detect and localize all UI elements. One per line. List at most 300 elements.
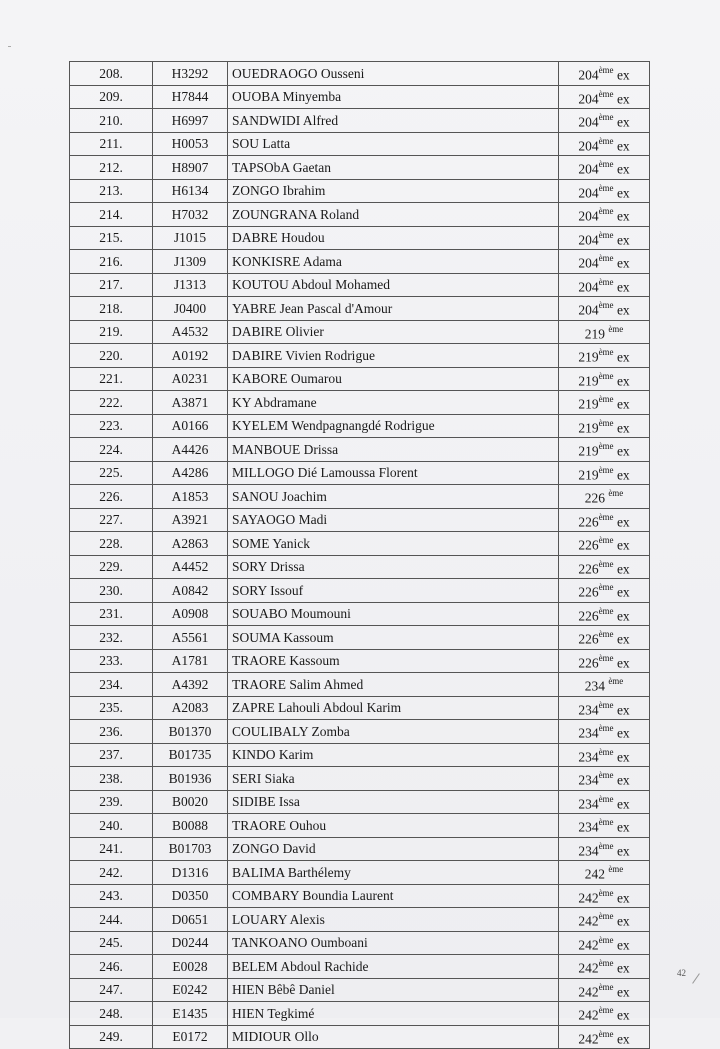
rank-value: 226 [578,608,599,623]
rank-value: 226 [578,561,599,576]
rank-suffix-ordinal: ème [598,182,614,193]
table-row [70,720,650,744]
rank-value: 219 [584,326,609,341]
matricule: J1313 [153,273,228,297]
rank-suffix-ordinal: ème [598,276,614,287]
matricule: A1853 [153,485,228,509]
full-name: SANOU Joachim [228,485,559,509]
table-row [70,109,650,133]
rank-cell [559,132,650,156]
rank-value: 219 [578,373,599,388]
rank-value: 204 [578,208,599,224]
matricule: A3871 [153,391,228,415]
matricule: H6997 [153,109,228,133]
table-row [70,320,650,344]
row-number: 211. [70,132,153,156]
rank-cell [559,1002,650,1026]
row-number: 209. [70,85,153,109]
table-row [70,156,650,180]
rank-ex-aequo: ex [613,114,630,130]
row-number: 245. [70,931,153,955]
rank-suffix-ordinal: ème [598,464,614,475]
rank-cell [559,673,650,697]
table-row [70,978,650,1002]
rank-suffix-ordinal: ème [608,488,624,498]
rank-ex-aequo: ex [613,420,630,435]
matricule: A0166 [153,414,228,438]
rank-ex-aequo: ex [613,185,630,200]
table-row [70,85,650,109]
table-row [70,602,650,626]
rank-suffix-ordinal: ème [598,981,614,992]
rank-ex-aequo: ex [613,232,630,247]
row-number: 232. [70,626,153,650]
full-name: TAPSObA Gaetan [228,156,559,180]
table-row [70,367,650,391]
rank-cell [559,602,650,626]
rank-suffix-ordinal: ème [598,253,614,263]
table-row [70,250,650,274]
rank-cell [559,109,650,133]
matricule: A0231 [153,367,228,391]
rank-value: 219 [578,420,599,435]
rank-cell [559,767,650,791]
rank-suffix-ordinal: ème [598,441,614,451]
rank-ex-aequo: ex [613,960,630,976]
matricule: D0244 [153,931,228,955]
rank-ex-aequo: ex [613,819,630,835]
table-row [70,132,650,156]
rank-ex-aequo: ex [613,208,630,224]
rank-cell [559,273,650,297]
rank-suffix-ordinal: ème [598,629,614,639]
rank-cell [559,579,650,603]
row-number: 215. [70,226,153,250]
rank-cell [559,555,650,579]
rank-ex-aequo: ex [613,984,630,999]
rank-ex-aequo: ex [613,467,630,482]
table-row [70,1002,650,1026]
row-number: 249. [70,1025,153,1049]
rank-suffix-ordinal: ème [598,1028,614,1039]
rank-cell [559,931,650,955]
rank-value: 242 [578,1031,599,1046]
full-name: SOUABO Moumouni [228,602,559,626]
rank-suffix-ordinal: ème [598,511,614,522]
table-row [70,461,650,485]
rank-ex-aequo: ex [613,302,630,318]
rank-value: 204 [578,185,599,200]
full-name: ZOUNGRANA Roland [228,203,559,227]
rank-suffix-ordinal: ème [598,911,614,921]
full-name: ZONGO David [228,837,559,861]
table-row [70,1025,650,1049]
full-name: KOUTOU Abdoul Mohamed [228,273,559,297]
rank-cell [559,743,650,767]
rank-ex-aequo: ex [613,255,630,271]
rank-suffix-ordinal: ème [598,746,614,757]
rank-value: 226 [578,537,599,553]
row-number: 229. [70,555,153,579]
full-name: DABIRE Vivien Rodrigue [228,344,559,368]
rank-ex-aequo: ex [613,349,630,365]
row-number: 221. [70,367,153,391]
matricule: H3292 [153,62,228,86]
table-row [70,273,650,297]
matricule: B0088 [153,814,228,838]
table-row [70,508,650,532]
rank-value: 204 [578,138,599,153]
rank-value: 234 [578,819,599,835]
rank-ex-aequo: ex [613,1007,630,1023]
table-row [70,203,650,227]
matricule: B01703 [153,837,228,861]
page-number: 42 [677,968,686,978]
rank-ex-aequo: ex [613,937,630,952]
rank-cell [559,1025,650,1049]
rank-cell [559,884,650,908]
rank-suffix-ordinal: ème [598,135,614,146]
row-number: 235. [70,696,153,720]
rank-ex-aequo: ex [613,608,630,623]
rank-cell [559,461,650,485]
rank-cell [559,837,650,861]
rank-cell [559,297,650,321]
rank-cell [559,250,650,274]
table-row [70,626,650,650]
rank-cell [559,203,650,227]
full-name: SERI Siaka [228,767,559,791]
rank-suffix-ordinal: ème [608,323,624,334]
rank-cell [559,908,650,932]
table-row [70,579,650,603]
rank-ex-aequo: ex [613,561,630,576]
rank-cell [559,226,650,250]
table-row [70,884,650,908]
matricule: A0842 [153,579,228,603]
row-number: 225. [70,461,153,485]
rank-cell [559,485,650,509]
row-number: 242. [70,861,153,885]
full-name: TRAORE Kassoum [228,649,559,673]
full-name: SIDIBE Issa [228,790,559,814]
full-name: SORY Issouf [228,579,559,603]
rank-ex-aequo: ex [613,396,630,412]
table-row [70,743,650,767]
table-row [70,555,650,579]
rank-cell [559,790,650,814]
rank-value: 204 [578,232,599,247]
rank-suffix-ordinal: ème [598,817,614,827]
rank-suffix-ordinal: ème [598,347,614,357]
full-name: SOUMA Kassoum [228,626,559,650]
rank-suffix-ordinal: ème [598,699,614,710]
row-number: 230. [70,579,153,603]
table-row [70,226,650,250]
row-number: 238. [70,767,153,791]
rank-value: 204 [578,255,599,271]
rank-suffix-ordinal: ème [598,605,614,616]
rank-ex-aequo: ex [613,67,630,83]
rank-suffix-ordinal: ème [598,112,614,122]
rank-cell [559,85,650,109]
rank-suffix-ordinal: ème [598,652,614,663]
rank-suffix-ordinal: ème [598,300,614,310]
table-row [70,955,650,979]
rank-ex-aequo: ex [613,631,630,647]
row-number: 247. [70,978,153,1002]
rank-value: 204 [578,91,599,106]
scan-speck [8,46,11,47]
row-number: 218. [70,297,153,321]
rank-value: 242 [578,960,599,976]
row-number: 237. [70,743,153,767]
full-name: SANDWIDI Alfred [228,109,559,133]
matricule: A4392 [153,673,228,697]
rank-suffix-ordinal: ème [598,770,614,780]
rank-suffix-ordinal: ème [608,676,624,686]
rank-cell [559,62,650,86]
rank-ex-aequo: ex [613,138,630,153]
matricule: B01936 [153,767,228,791]
full-name: OUEDRAOGO Ousseni [228,62,559,86]
matricule: D0350 [153,884,228,908]
matricule: E1435 [153,1002,228,1026]
rank-value: 234 [584,678,609,694]
full-name: ZONGO Ibrahim [228,179,559,203]
matricule: A2083 [153,696,228,720]
rank-ex-aequo: ex [613,749,630,764]
row-number: 231. [70,602,153,626]
rank-value: 219 [578,443,599,459]
rank-cell [559,696,650,720]
table-row [70,908,650,932]
table-row [70,649,650,673]
table-row [70,438,650,462]
rank-value: 242 [584,866,609,882]
rank-value: 234 [578,725,599,741]
rank-ex-aequo: ex [613,584,630,600]
matricule: A5561 [153,626,228,650]
row-number: 246. [70,955,153,979]
rank-ex-aequo: ex [613,796,630,811]
matricule: J1309 [153,250,228,274]
matricule: J1015 [153,226,228,250]
rank-ex-aequo: ex [613,772,630,788]
rank-value: 226 [584,490,609,506]
row-number: 214. [70,203,153,227]
rank-ex-aequo: ex [613,1031,630,1046]
row-number: 241. [70,837,153,861]
rank-cell [559,508,650,532]
full-name: DABRE Houdou [228,226,559,250]
matricule: E0172 [153,1025,228,1049]
rank-suffix-ordinal: ème [598,887,614,898]
table-row [70,696,650,720]
rank-suffix-ordinal: ème [598,394,614,404]
full-name: MILLOGO Dié Lamoussa Florent [228,461,559,485]
rank-ex-aequo: ex [613,890,630,905]
results-table [69,61,650,1049]
matricule: A1781 [153,649,228,673]
rank-suffix-ordinal: ème [598,840,614,851]
rank-cell [559,649,650,673]
rank-suffix-ordinal: ème [598,558,614,569]
rank-suffix-ordinal: ème [598,934,614,945]
rank-value: 242 [578,913,599,929]
rank-value: 219 [578,349,599,365]
rank-value: 226 [578,584,599,600]
table-row [70,297,650,321]
results-table-body [70,62,650,1049]
row-number: 210. [70,109,153,133]
rank-cell [559,626,650,650]
full-name: MIDIOUR Ollo [228,1025,559,1049]
row-number: 216. [70,250,153,274]
rank-suffix-ordinal: ème [598,370,614,381]
rank-ex-aequo: ex [613,91,630,106]
row-number: 228. [70,532,153,556]
rank-cell [559,861,650,885]
rank-suffix-ordinal: ème [598,88,614,99]
rank-ex-aequo: ex [613,702,630,717]
rank-value: 204 [578,302,599,318]
rank-suffix-ordinal: ème [598,65,614,75]
matricule: A3921 [153,508,228,532]
rank-value: 234 [578,772,599,788]
rank-cell [559,438,650,462]
matricule: A0908 [153,602,228,626]
rank-cell [559,344,650,368]
matricule: B01370 [153,720,228,744]
rank-cell [559,532,650,556]
row-number: 243. [70,884,153,908]
rank-suffix-ordinal: ème [598,958,614,968]
row-number: 217. [70,273,153,297]
full-name: OUOBA Minyemba [228,85,559,109]
table-row [70,414,650,438]
row-number: 240. [70,814,153,838]
rank-suffix-ordinal: ème [598,1005,614,1015]
row-number: 239. [70,790,153,814]
rank-suffix-ordinal: ème [598,535,614,545]
table-row [70,179,650,203]
full-name: KABORE Oumarou [228,367,559,391]
full-name: KONKISRE Adama [228,250,559,274]
rank-suffix-ordinal: ème [598,229,614,240]
rank-value: 219 [578,467,599,482]
rank-value: 234 [578,702,599,717]
full-name: DABIRE Olivier [228,320,559,344]
matricule: J0400 [153,297,228,321]
row-number: 226. [70,485,153,509]
row-number: 224. [70,438,153,462]
full-name: SAYAOGO Madi [228,508,559,532]
rank-ex-aequo: ex [613,373,630,388]
table-row [70,861,650,885]
rank-cell [559,414,650,438]
row-number: 233. [70,649,153,673]
matricule: A2863 [153,532,228,556]
rank-value: 226 [578,631,599,647]
row-number: 222. [70,391,153,415]
row-number: 220. [70,344,153,368]
row-number: 236. [70,720,153,744]
rank-ex-aequo: ex [613,279,630,294]
table-row [70,391,650,415]
table-row [70,344,650,368]
rank-ex-aequo: ex [613,725,630,741]
rank-value: 234 [578,796,599,811]
full-name: TRAORE Ouhou [228,814,559,838]
rank-cell [559,156,650,180]
full-name: SOU Latta [228,132,559,156]
row-number: 212. [70,156,153,180]
full-name: COULIBALY Zomba [228,720,559,744]
rank-cell [559,367,650,391]
rank-value: 234 [578,749,599,764]
matricule: D0651 [153,908,228,932]
matricule: H8907 [153,156,228,180]
rank-cell [559,720,650,744]
matricule: A4452 [153,555,228,579]
matricule: H0053 [153,132,228,156]
rank-value: 242 [578,890,599,905]
table-row [70,790,650,814]
full-name: KY Abdramane [228,391,559,415]
rank-ex-aequo: ex [613,655,630,670]
full-name: HIEN Bêbê Daniel [228,978,559,1002]
row-number: 244. [70,908,153,932]
table-row [70,767,650,791]
rank-suffix-ordinal: ème [608,864,624,874]
full-name: MANBOUE Drissa [228,438,559,462]
full-name: YABRE Jean Pascal d'Amour [228,297,559,321]
full-name: BALIMA Barthélemy [228,861,559,885]
rank-ex-aequo: ex [613,161,630,177]
matricule: B01735 [153,743,228,767]
rank-value: 242 [578,984,599,999]
matricule: D1316 [153,861,228,885]
matricule: A4426 [153,438,228,462]
rank-cell [559,320,650,344]
rank-value: 204 [578,114,599,130]
table-row [70,485,650,509]
full-name: KINDO Karim [228,743,559,767]
full-name: LOUARY Alexis [228,908,559,932]
row-number: 223. [70,414,153,438]
row-number: 208. [70,62,153,86]
full-name: COMBARY Boundia Laurent [228,884,559,908]
full-name: SOME Yanick [228,532,559,556]
matricule: E0028 [153,955,228,979]
rank-value: 242 [578,1007,599,1023]
full-name: ZAPRE Lahouli Abdoul Karim [228,696,559,720]
rank-value: 204 [578,279,599,294]
rank-value: 226 [578,514,599,529]
rank-suffix-ordinal: ème [598,159,614,169]
rank-cell [559,391,650,415]
row-number: 227. [70,508,153,532]
matricule: A4286 [153,461,228,485]
matricule: A4532 [153,320,228,344]
rank-cell [559,814,650,838]
table-row [70,532,650,556]
full-name: HIEN Tegkimé [228,1002,559,1026]
table-row [70,931,650,955]
rank-suffix-ordinal: ème [598,793,614,804]
matricule: H6134 [153,179,228,203]
